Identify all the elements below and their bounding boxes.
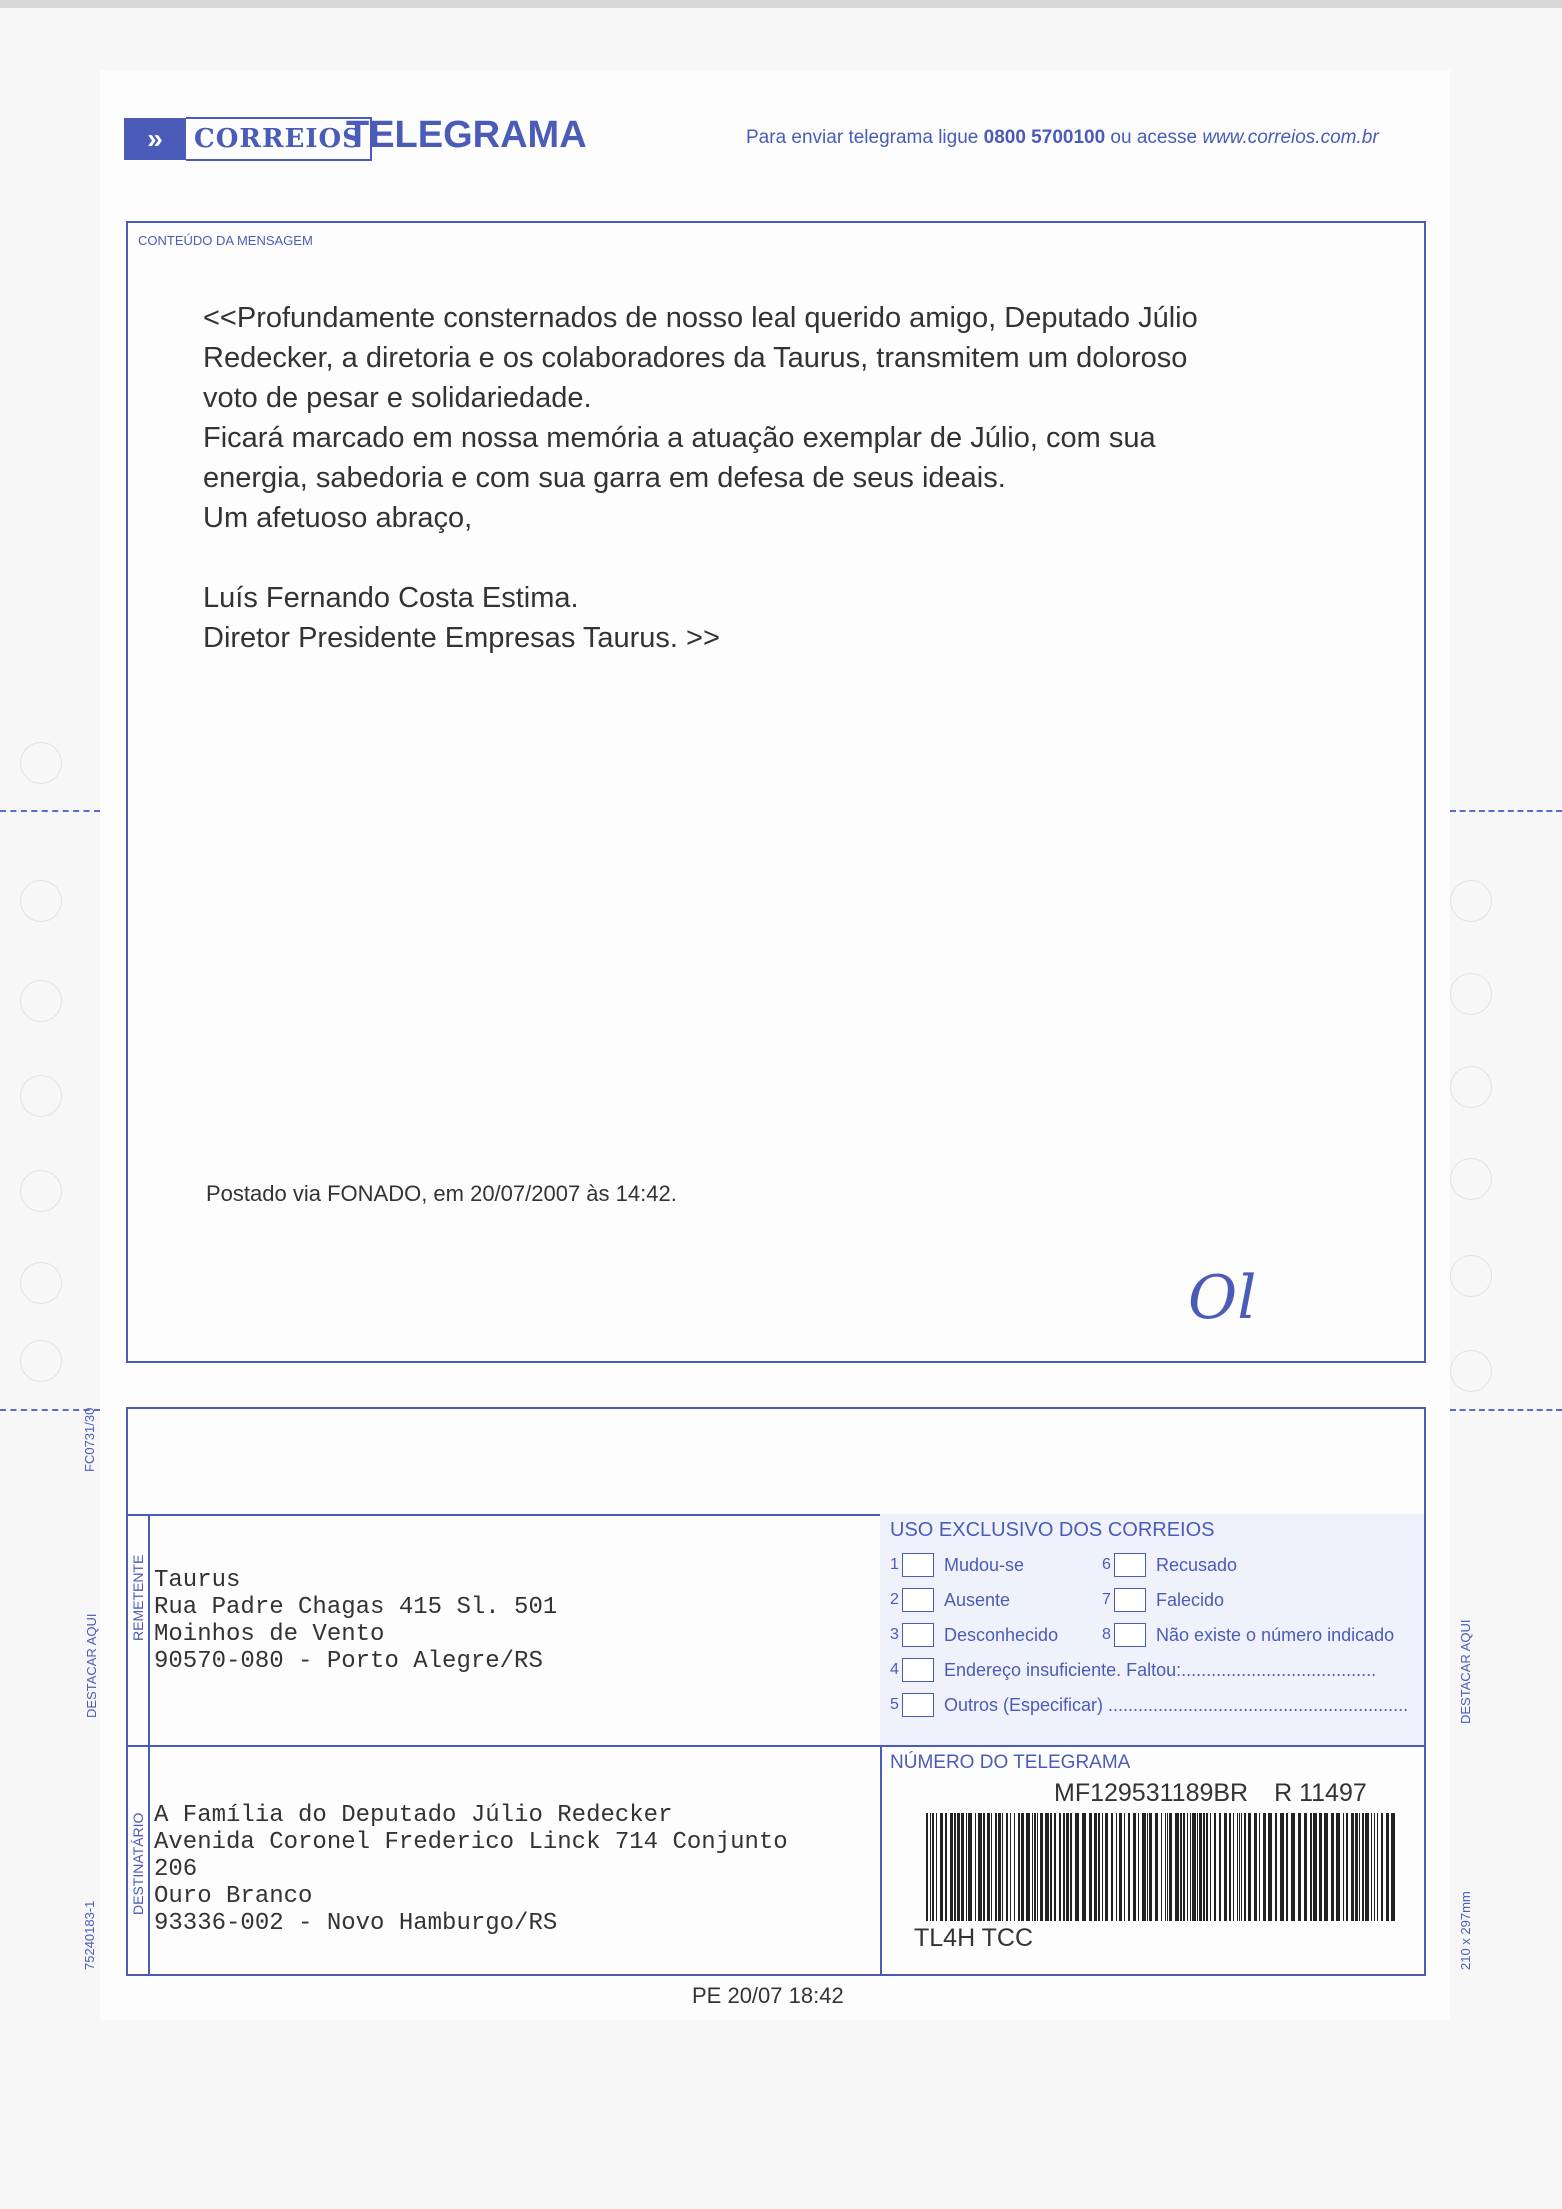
- option-number: 6: [1102, 1556, 1111, 1573]
- perforation-hole: [1450, 880, 1492, 922]
- message-box: [126, 221, 1426, 1363]
- barcode-bar: [1197, 1813, 1198, 1921]
- barcode-bar: [930, 1813, 931, 1921]
- tracking-code: MF129531189BR: [1054, 1779, 1249, 1807]
- barcode-bar: [1219, 1813, 1221, 1921]
- option-label: Endereço insuficiente. Faltou:.......................................: [944, 1659, 1377, 1680]
- tear-line: [0, 810, 100, 812]
- divider: [148, 1514, 150, 1974]
- barcode-bar: [1089, 1813, 1092, 1921]
- message-label: CONTEÚDO DA MENSAGEM: [138, 233, 313, 248]
- barcode-bar: [1214, 1813, 1216, 1921]
- correios-use-panel: [880, 1514, 1424, 1745]
- barcode-bar: [995, 1813, 997, 1921]
- checkbox[interactable]: [902, 1658, 934, 1682]
- message-line: energia, sabedoria e com sua garra em defesa de seus ideais.: [203, 462, 1006, 494]
- option-mudou-se: [890, 1553, 1024, 1577]
- option-number: 8: [1102, 1626, 1111, 1643]
- sender-address: [154, 1567, 557, 1675]
- barcode-bar: [1229, 1813, 1231, 1921]
- option-number: 3: [890, 1626, 899, 1643]
- tracking-ref: R 11497: [1274, 1779, 1367, 1807]
- barcode-bar: [1149, 1813, 1152, 1921]
- option-recusado: [1102, 1553, 1237, 1577]
- sender-line: Moinhos de Vento: [154, 1621, 385, 1648]
- barcode-bar: [961, 1813, 964, 1921]
- posted-info: Postado via FONADO, em 20/07/2007 às 14:42.: [206, 1181, 677, 1206]
- option-nao-existe-numero: [1102, 1623, 1394, 1647]
- perforation-hole: [1450, 1350, 1492, 1392]
- perforation-hole: [20, 1340, 62, 1382]
- checkbox[interactable]: [902, 1623, 934, 1647]
- barcode-bar: [1291, 1813, 1295, 1921]
- barcode-bar: [1187, 1813, 1188, 1921]
- message-body: [203, 298, 1198, 658]
- handwritten-initials: Ol: [1188, 1263, 1257, 1333]
- sheet-top-edge: [0, 0, 1562, 8]
- recipient-line: 93336-002 - Novo Hamburgo/RS: [154, 1910, 558, 1937]
- header-url: www.correios.com.br: [1202, 127, 1379, 148]
- barcode-bar: [1391, 1813, 1395, 1921]
- tear-line: [1450, 810, 1562, 812]
- barcode-bar: [975, 1813, 976, 1921]
- perforation-hole: [1450, 973, 1492, 1015]
- barcode-bar: [1241, 1813, 1242, 1921]
- barcode-bar: [1098, 1813, 1100, 1921]
- barcode-bar: [1175, 1813, 1179, 1921]
- barcode-bar: [1161, 1813, 1162, 1921]
- telegram-number-title: NÚMERO DO TELEGRAMA: [890, 1752, 1131, 1773]
- page-title: TELEGRAMA: [346, 114, 587, 156]
- message-line: Ficará marcado em nossa memória a atuação exemplar de Júlio, com sua: [203, 422, 1156, 454]
- barcode-bar: [926, 1813, 928, 1921]
- message-line: [203, 538, 1198, 578]
- option-label: Recusado: [1156, 1554, 1238, 1575]
- barcode-bar: [932, 1813, 934, 1921]
- barcode-bar: [1026, 1813, 1030, 1921]
- barcode-bar: [1259, 1813, 1260, 1921]
- barcode-bar: [1014, 1813, 1015, 1921]
- barcode: [926, 1813, 1396, 1921]
- right-perforation: [1450, 0, 1520, 2209]
- barcode-bar: [1275, 1813, 1277, 1921]
- barcode-bar: [966, 1813, 967, 1921]
- barcode-bar: [1124, 1813, 1125, 1921]
- barcode-bar: [1105, 1813, 1108, 1921]
- detach-right-label: DESTACAR AQUI: [1458, 1619, 1473, 1724]
- barcode-bar: [1070, 1813, 1072, 1921]
- barcode-bar: [1206, 1813, 1208, 1921]
- barcode-bar: [1248, 1813, 1251, 1921]
- barcode-bar: [1128, 1813, 1130, 1921]
- perforation-hole: [1450, 1158, 1492, 1200]
- barcode-bar: [1377, 1813, 1378, 1921]
- perforation-hole: [1450, 1255, 1492, 1297]
- barcode-bar: [1237, 1813, 1238, 1921]
- recipient-label: DESTINATÁRIO: [130, 1812, 146, 1915]
- left-perforation: [20, 0, 90, 2209]
- barcode-bar: [1180, 1813, 1182, 1921]
- option-number: 4: [890, 1661, 899, 1678]
- barcode-bar: [1386, 1813, 1389, 1921]
- header-info-mid: ou acesse: [1105, 127, 1203, 148]
- correios-use-title: USO EXCLUSIVO DOS CORREIOS: [890, 1519, 1215, 1541]
- logo-text: CORREIOS: [186, 117, 372, 161]
- message-line: Um afetuoso abraço,: [203, 502, 473, 534]
- divider: [128, 1745, 1424, 1747]
- option-number: 2: [890, 1591, 899, 1608]
- barcode-bar: [1343, 1813, 1344, 1921]
- tear-line: [1450, 1409, 1562, 1411]
- barcode-bar: [1239, 1813, 1240, 1921]
- barcode-bar: [1040, 1813, 1043, 1921]
- barcode-bar: [1199, 1813, 1202, 1921]
- perforation-hole: [20, 742, 62, 784]
- barcode-bar: [1365, 1813, 1369, 1921]
- option-label: Ausente: [944, 1589, 1011, 1610]
- barcode-bar: [1138, 1813, 1139, 1921]
- option-label: Desconhecido: [944, 1624, 1059, 1645]
- header-info: [746, 127, 1379, 149]
- barcode-bar: [1050, 1813, 1052, 1921]
- message-line: Redecker, a diretoria e os colaboradores da Taurus, transmitem um doloroso: [203, 342, 1188, 374]
- barcode-bar: [1082, 1813, 1086, 1921]
- barcode-bar: [1351, 1813, 1354, 1921]
- correios-logo: [124, 117, 372, 161]
- detach-left-label: DESTACAR AQUI: [84, 1613, 99, 1718]
- size-label: 210 x 297mm: [1458, 1891, 1473, 1970]
- option-number: 5: [890, 1696, 899, 1713]
- recipient-line: Ouro Branco: [154, 1883, 313, 1910]
- header-phone: 0800 5700100: [983, 127, 1106, 148]
- option-number: 7: [1102, 1591, 1111, 1608]
- message-line: Luís Fernando Costa Estima.: [203, 582, 579, 614]
- checkbox[interactable]: [1114, 1553, 1146, 1577]
- barcode-bar: [1254, 1813, 1257, 1921]
- form-code-label: FC0731/30: [82, 1407, 97, 1472]
- header-info-prefix: Para enviar telegrama ligue: [746, 127, 984, 148]
- perforation-hole: [20, 1170, 62, 1212]
- recipient-line: A Família do Deputado Júlio Redecker: [154, 1802, 673, 1829]
- barcode-bar: [1313, 1813, 1317, 1921]
- perforation-hole: [1450, 1066, 1492, 1108]
- barcode-bar: [1346, 1813, 1348, 1921]
- barcode-bar: [1063, 1813, 1065, 1921]
- barcode-bar: [1075, 1813, 1079, 1921]
- barcode-bar: [1018, 1813, 1020, 1921]
- barcode-bar: [1371, 1813, 1372, 1921]
- barcode-bar: [1336, 1813, 1340, 1921]
- barcode-bar: [945, 1813, 947, 1921]
- barcode-bar: [957, 1813, 960, 1921]
- barcode-bar: [1355, 1813, 1358, 1921]
- barcode-bar: [987, 1813, 990, 1921]
- recipient-line: 206: [154, 1856, 198, 1883]
- barcode-bar: [1359, 1813, 1360, 1921]
- barcode-bar: [1102, 1813, 1103, 1921]
- option-endereco-insuficiente: [890, 1658, 1376, 1682]
- sender-line: 90570-080 - Porto Alegre/RS: [154, 1648, 543, 1675]
- option-label: Não existe o número indicado: [1156, 1624, 1395, 1645]
- barcode-bar: [1192, 1813, 1196, 1921]
- checkbox[interactable]: [902, 1588, 934, 1612]
- barcode-bar: [940, 1813, 943, 1921]
- sender-line: Taurus: [154, 1567, 241, 1594]
- barcode-bar: [991, 1813, 992, 1921]
- barcode-bar: [936, 1813, 937, 1921]
- barcode-bar: [968, 1813, 972, 1921]
- barcode-bar: [1006, 1813, 1008, 1921]
- barcode-bar: [1119, 1813, 1122, 1921]
- sender-label: REMETENTE: [130, 1554, 146, 1641]
- checkbox[interactable]: [902, 1693, 934, 1717]
- perforation-hole: [20, 1075, 62, 1117]
- barcode-bar: [1169, 1813, 1172, 1921]
- perforation-hole: [20, 1262, 62, 1304]
- barcode-bar: [1066, 1813, 1069, 1921]
- recipient-address: [154, 1802, 788, 1937]
- barcode-bar: [1010, 1813, 1011, 1921]
- serial-label: 75240183-1: [82, 1900, 97, 1970]
- correios-arrows-icon: »: [124, 118, 186, 160]
- barcode-bar: [1021, 1813, 1024, 1921]
- option-label: Mudou-se: [944, 1554, 1025, 1575]
- barcode-bar: [978, 1813, 982, 1921]
- barcode-text: TL4H TCC: [914, 1924, 1034, 1952]
- option-label: Falecido: [1156, 1589, 1225, 1610]
- barcode-bar: [950, 1813, 953, 1921]
- barcode-bar: [1142, 1813, 1146, 1921]
- barcode-bar: [1167, 1813, 1168, 1921]
- option-falecido: [1102, 1588, 1224, 1612]
- barcode-bar: [954, 1813, 956, 1921]
- barcode-bar: [1111, 1813, 1113, 1921]
- barcode-bar: [1374, 1813, 1375, 1921]
- barcode-bar: [1233, 1813, 1234, 1921]
- barcode-bar: [1304, 1813, 1307, 1921]
- recipient-line: Avenida Coronel Frederico Linck 714 Conjunto: [154, 1829, 788, 1856]
- barcode-bar: [1147, 1813, 1148, 1921]
- barcode-bar: [1203, 1813, 1205, 1921]
- option-outros: [890, 1693, 1408, 1717]
- message-line: voto de pesar e solidariedade.: [203, 382, 592, 414]
- barcode-bar: [1381, 1813, 1383, 1921]
- barcode-bar: [1210, 1813, 1211, 1921]
- barcode-bar: [1165, 1813, 1166, 1921]
- message-line: <<Profundamente consternados de nosso leal querido amigo, Deputado Júlio: [203, 302, 1198, 334]
- tracking-number: [1054, 1779, 1367, 1808]
- option-ausente: [890, 1588, 1010, 1612]
- barcode-bar: [1319, 1813, 1322, 1921]
- barcode-bar: [1268, 1813, 1272, 1921]
- sender-line: Rua Padre Chagas 415 Sl. 501: [154, 1594, 558, 1621]
- barcode-bar: [1034, 1813, 1036, 1921]
- barcode-bar: [1032, 1813, 1033, 1921]
- option-label: Outros (Especificar) ............................................................: [944, 1694, 1409, 1715]
- checkbox[interactable]: [1114, 1623, 1146, 1647]
- barcode-bar: [1280, 1813, 1284, 1921]
- barcode-bar: [1331, 1813, 1334, 1921]
- barcode-bar: [1362, 1813, 1364, 1921]
- barcode-bar: [1002, 1813, 1003, 1921]
- address-box: [126, 1407, 1426, 1976]
- barcode-bar: [1054, 1813, 1056, 1921]
- barcode-bar: [1133, 1813, 1136, 1921]
- barcode-bar: [1155, 1813, 1158, 1921]
- barcode-bar: [1263, 1813, 1266, 1921]
- barcode-bar: [1286, 1813, 1288, 1921]
- checkbox[interactable]: [902, 1553, 934, 1577]
- barcode-bar: [998, 1813, 1001, 1921]
- barcode-bar: [1310, 1813, 1312, 1921]
- barcode-bar: [1116, 1813, 1117, 1921]
- barcode-bar: [1045, 1813, 1049, 1921]
- barcode-bar: [1037, 1813, 1038, 1921]
- perforation-hole: [20, 880, 62, 922]
- barcode-bar: [1190, 1813, 1191, 1921]
- barcode-bar: [1324, 1813, 1328, 1921]
- perforation-hole: [20, 980, 62, 1022]
- barcode-bar: [1183, 1813, 1185, 1921]
- footer-stamp: PE 20/07 18:42: [692, 1983, 844, 2008]
- option-number: 1: [890, 1556, 899, 1573]
- option-desconhecido: [890, 1623, 1058, 1647]
- message-line: Diretor Presidente Empresas Taurus. >>: [203, 622, 720, 654]
- barcode-bar: [1094, 1813, 1097, 1921]
- barcode-bar: [1059, 1813, 1061, 1921]
- barcode-bar: [1244, 1813, 1246, 1921]
- checkbox[interactable]: [1114, 1588, 1146, 1612]
- barcode-bar: [1298, 1813, 1301, 1921]
- barcode-bar: [983, 1813, 985, 1921]
- barcode-bar: [1224, 1813, 1227, 1921]
